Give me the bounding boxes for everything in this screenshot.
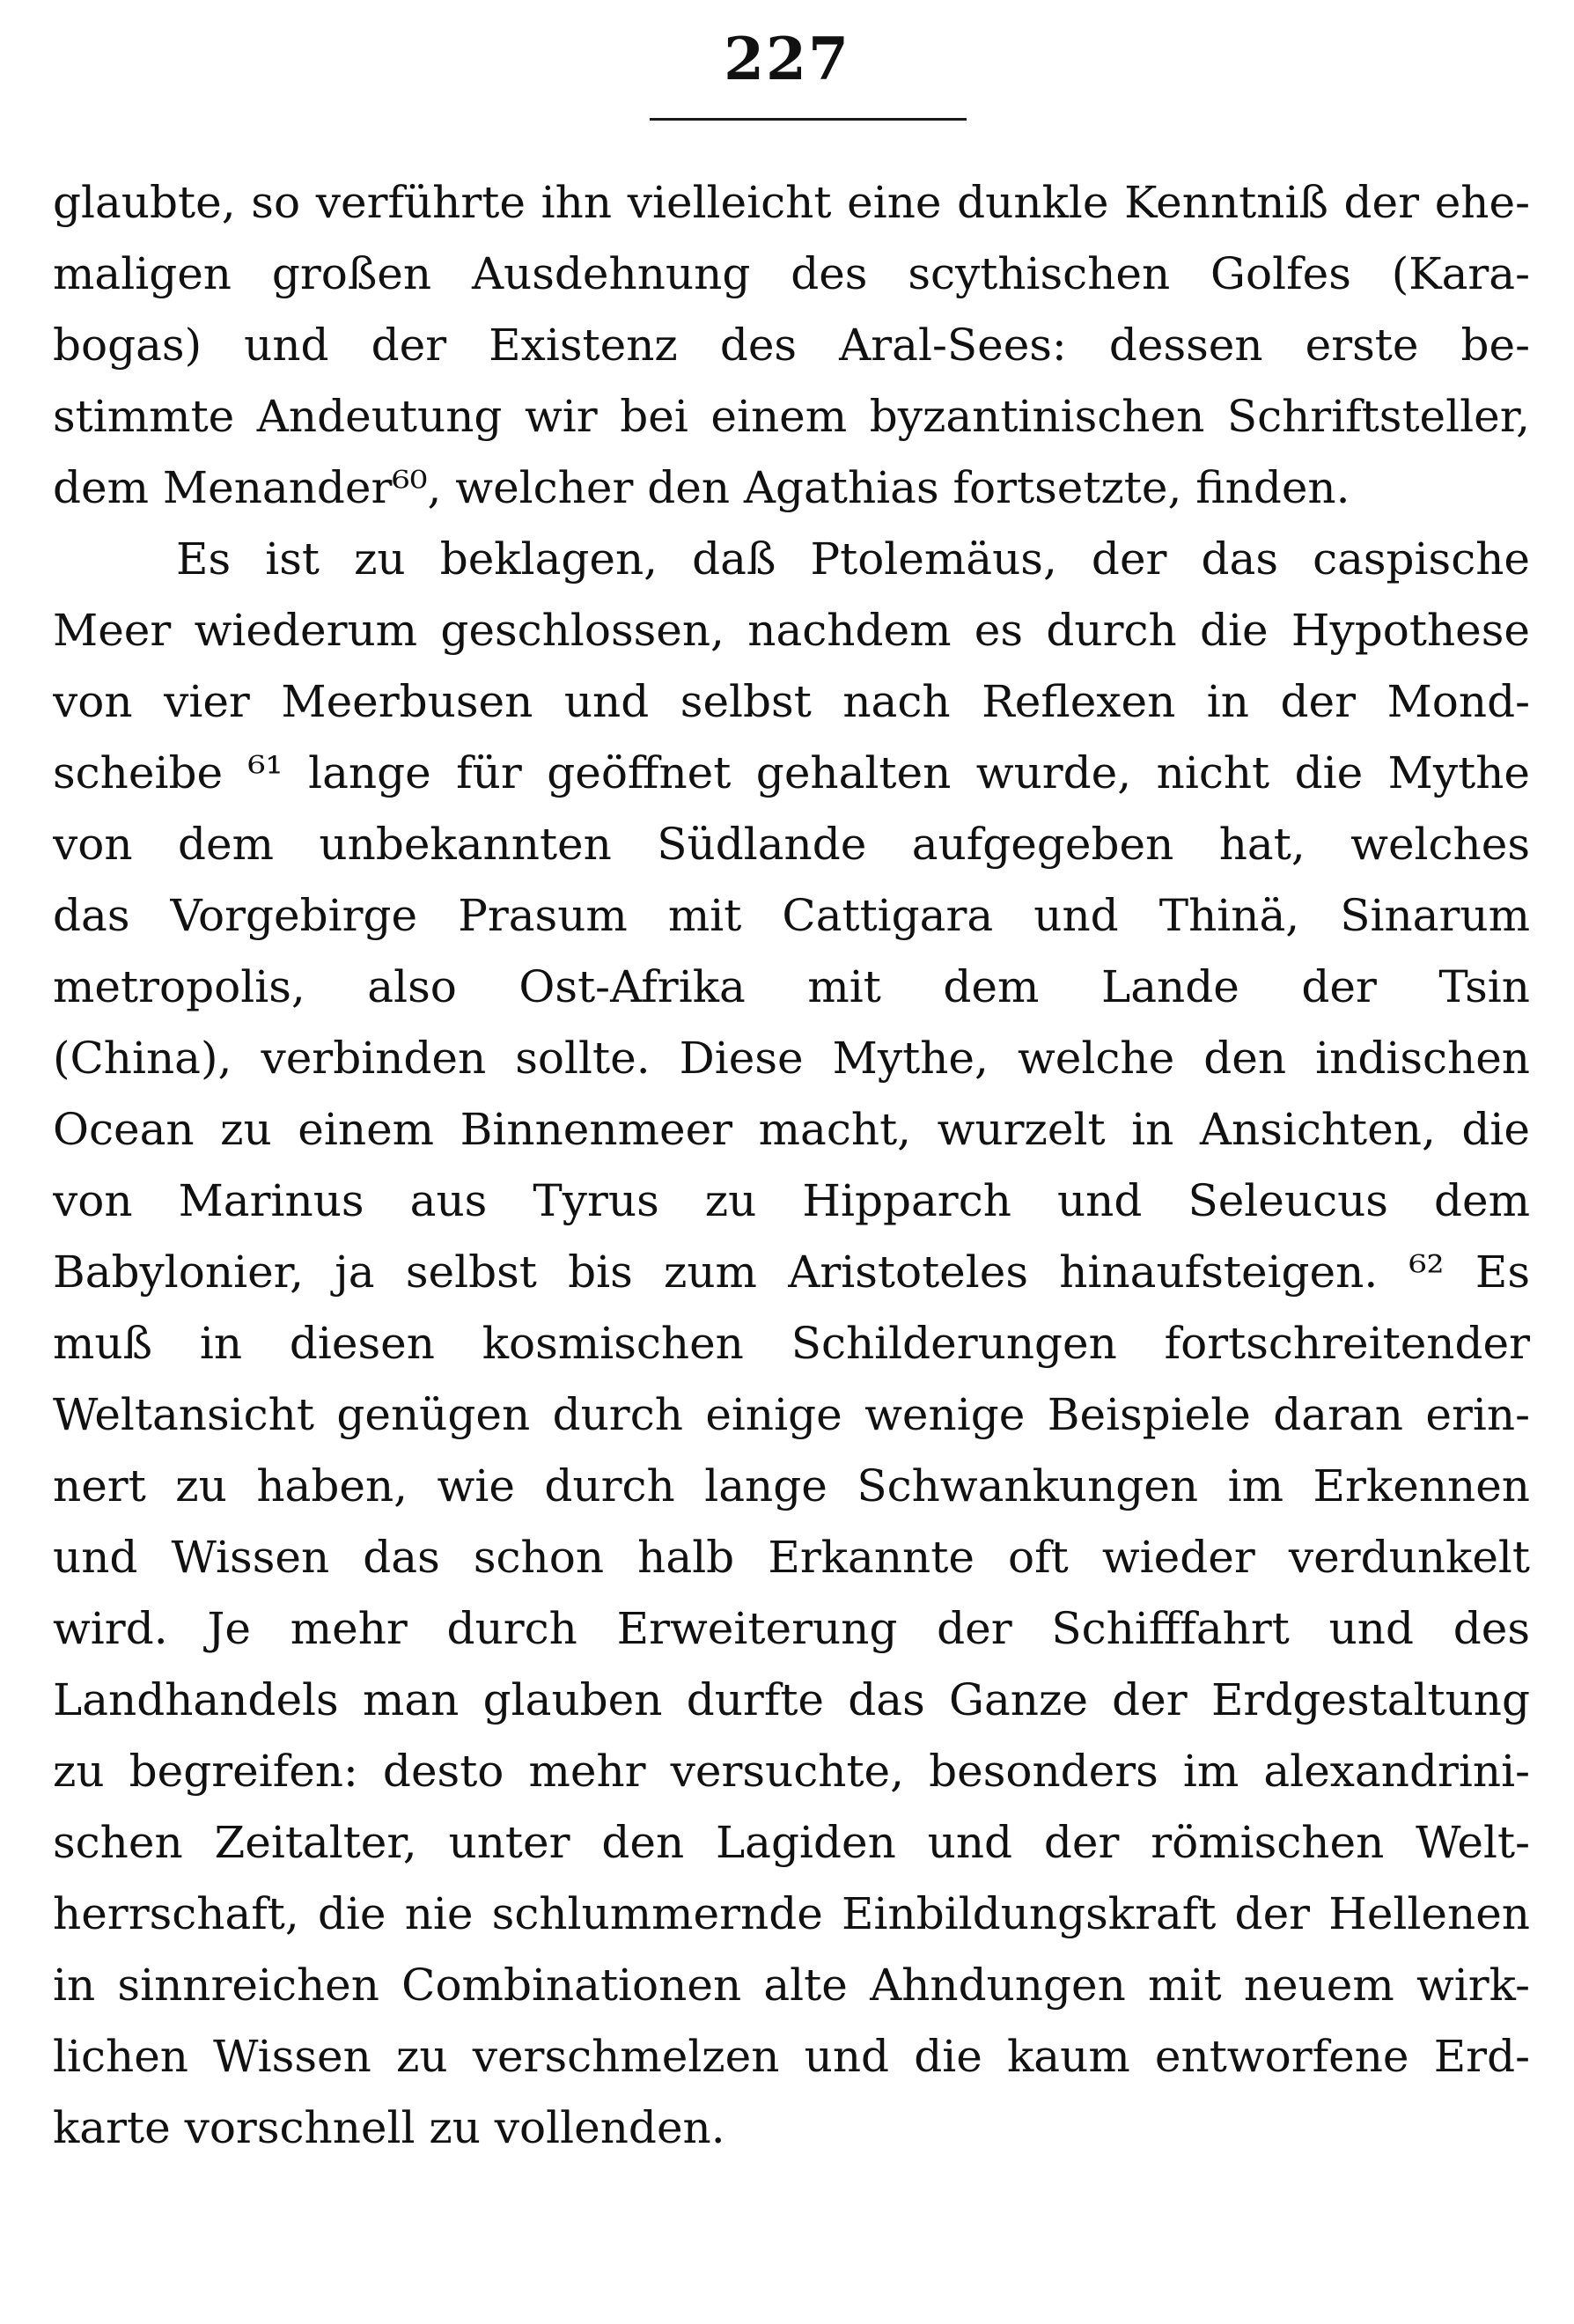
text-line: herrschaft, die nie schlummernde Einbildungskraft der Hellenen — [53, 1888, 1530, 1939]
text-line: von Marinus aus Tyrus zu Hipparch und Seleucus dem — [53, 1175, 1530, 1226]
text-line: Weltansicht genügen durch einige wenige Beispiele daran erin- — [53, 1389, 1530, 1440]
text-line: zu begreifen: desto mehr versuchte, besonders im alexandrini- — [53, 1746, 1530, 1797]
text-line: von dem unbekannten Südlande aufgegeben hat, welches — [53, 819, 1530, 870]
text-line: (China), verbinden sollte. Diese Mythe, welche den indischen — [53, 1033, 1530, 1084]
text-line: wird. Je mehr durch Erweiterung der Schifffahrt und des — [53, 1603, 1530, 1654]
text-line: metropolis, also Ost-Afrika mit dem Lande der Tsin — [53, 961, 1530, 1012]
text-line: scheibe ⁶¹ lange für geöffnet gehalten wurde, nicht die Mythe — [53, 747, 1530, 798]
text-line: karte vorschnell zu vollenden. — [53, 2102, 725, 2153]
text-line: das Vorgebirge Prasum mit Cattigara und Thinä, Sinarum — [53, 890, 1530, 941]
text-line: Landhandels man glauben durfte das Ganze der Erdgestaltung — [53, 1674, 1530, 1725]
text-line: in sinnreichen Combinationen alte Ahndungen mit neuem wirk- — [53, 1960, 1530, 2011]
text-line: von vier Meerbusen und selbst nach Reflexen in der Mond- — [53, 676, 1530, 727]
text-line: bogas) und der Existenz des Aral-Sees: dessen erste be- — [53, 320, 1530, 371]
text-line: lichen Wissen zu verschmelzen und die kaum entworfene Erd- — [53, 2031, 1530, 2082]
header-rule — [650, 118, 967, 121]
text-line: und Wissen das schon halb Erkannte oft wieder verdunkelt — [53, 1532, 1530, 1583]
text-line: Ocean zu einem Binnenmeer macht, wurzelt in Ansichten, die — [53, 1104, 1530, 1155]
text-line: Es ist zu beklagen, daß Ptolemäus, der das caspische — [176, 533, 1530, 585]
text-line: maligen großen Ausdehnung des scythischen Golfes (Kara- — [53, 248, 1530, 299]
text-line: Babylonier, ja selbst bis zum Aristoteles hinaufsteigen. ⁶² Es — [53, 1247, 1530, 1298]
text-line: glaubte, so verführte ihn vielleicht eine dunkle Kenntniß der ehe- — [53, 177, 1530, 228]
text-line: Meer wiederum geschlossen, nachdem es durch die Hypothese — [53, 605, 1530, 656]
text-line: stimmte Andeutung wir bei einem byzantinischen Schriftsteller, — [53, 391, 1530, 442]
text-line: dem Menander⁶⁰, welcher den Agathias fortsetzte, finden. — [53, 462, 1350, 513]
text-line: muß in diesen kosmischen Schilderungen fortschreitender — [53, 1318, 1530, 1369]
page-number: 227 — [724, 25, 850, 93]
text-line: nert zu haben, wie durch lange Schwankungen im Erkennen — [53, 1460, 1530, 1511]
text-line: schen Zeitalter, unter den Lagiden und der römischen Welt- — [53, 1817, 1530, 1868]
body-text — [53, 167, 1530, 2164]
